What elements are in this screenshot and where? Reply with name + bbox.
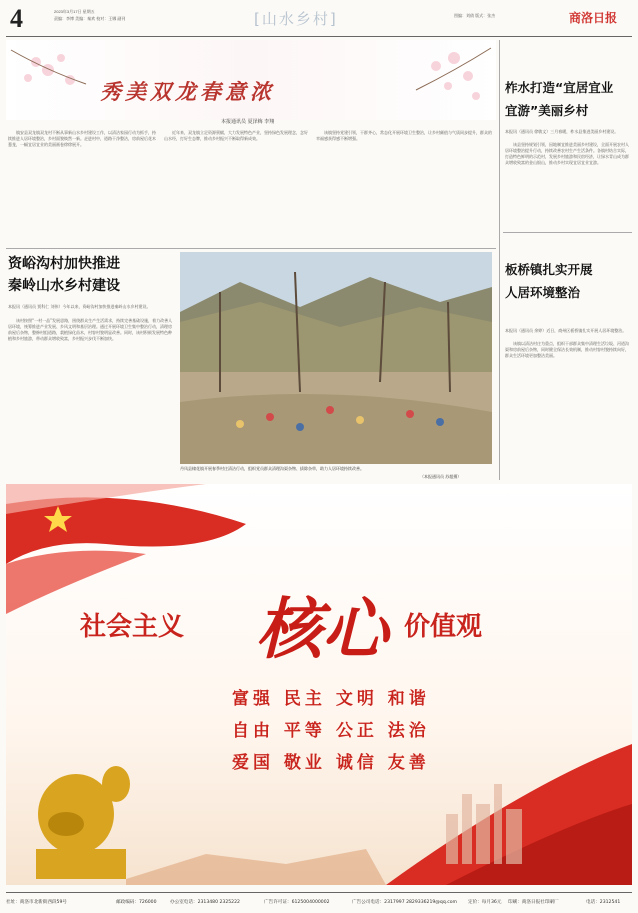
left-article-body: 该村按照“一村一品”发展思路，围绕群众生产生活需求，持续完善基础设施，着力改善人居环境，统筹推进产业发展、乡风文明和基层治理。通过开展环境卫生集中整治行动，清理房前屋后杂物，整修村组道路，栽植绿化苗木，村容村貌明显改善。同时，该村积极发展特色种植和乡村旅游，带动群众增收致富，乡村振兴步伐不断加快。: [8, 318, 173, 341]
value-word: 平等: [283, 721, 326, 741]
footer-ads-license: 广告许可证：6125004000002: [264, 900, 330, 905]
right-divider: [503, 232, 632, 233]
value-word: 敬业: [283, 753, 326, 773]
footer-phone: 电话：2312541: [586, 900, 621, 905]
right-article1-headline-1: 柞水打造“宜居宜业: [505, 80, 614, 95]
left-article-headline-1: 资峪沟村加快推进: [8, 256, 120, 272]
village-photo-scene: [180, 252, 492, 464]
value-word: 自由: [232, 721, 274, 741]
footer-postcode: 邮政编码：726000: [116, 900, 157, 905]
feature-banner: [6, 40, 496, 120]
right-article1-byline: 本报讯（通讯员 徐敏文）三月春暖，柞水县推进美丽乡村建设。: [505, 129, 619, 134]
value-word: 富强: [232, 689, 274, 709]
footer-address: 社址：商洛市北新街西段59号: [6, 900, 67, 905]
feature-column-3: 该镇坚持党建引领，干群齐心，常态化开展环境卫生整治，让乡村颜值与气质同步提升，群众的幸福感获得感不断增强。: [316, 130, 492, 141]
value-word: 和谐: [387, 689, 430, 709]
values-row-1: [232, 684, 430, 709]
value-word: 公正: [335, 721, 378, 741]
left-article-headline-2: 秦岭山水乡村建设: [8, 278, 120, 294]
photo-credit: （本报通讯员 苏超摄）: [420, 474, 462, 479]
right-article2-headline-2: 人居环境整治: [505, 285, 581, 300]
header-right-meta: 图编：刘倩 版式：张杰: [454, 13, 496, 18]
poster-title-left: 社会主义: [80, 612, 185, 642]
footer-rule: [6, 892, 632, 893]
right-column-divider: [499, 40, 500, 480]
footer-ads-phone: 广告公司电话：2317997 2829336219@qq.com: [352, 900, 457, 905]
footer-office: 办公室电话：2313480 2325222: [170, 900, 240, 905]
right-article1-body: 该县坚持规划引领，因地制宜推进美丽乡村建设，全面开展农村人居环境整治提升行动，持续改善农村生产生活条件。各镇村结合实际，打造特色鲜明的示范村，发展乡村旅游和民宿经济，让绿水青山成为群众增收致富的金山银山，推动乡村实现宜居宜业宜游。: [505, 142, 629, 165]
feature-byline: 本报通讯员 夏泽梅 李翔: [221, 119, 275, 125]
left-article-byline: 本报讯（通讯员 贾科仁 刘伟）今年以来，资峪沟村加快推进秦岭山水乡村建设。: [8, 304, 151, 309]
header-rule: [6, 36, 632, 37]
poster-title-right: 价值观: [404, 612, 483, 642]
footer-pricing: 定价：每月36元: [468, 900, 502, 905]
header-editor: 责编：李博 美编：秦欢 校对：王娜 副刊: [54, 16, 126, 21]
photo-caption: 丹凤县棣花镇开展春季村庄清洁行动，组织党员群众清理沟渠杂物、拔除杂草，助力人居环境持续改善。: [180, 466, 364, 471]
right-article2-byline: 本报讯（通讯员 余婷）近日，商州区板桥镇扎实开展人居环境整治。: [505, 328, 627, 333]
village-photo: [180, 252, 492, 464]
values-row-3: [232, 748, 430, 773]
right-article2-headline-1: 板桥镇扎实开展: [505, 262, 593, 277]
footer-printing: 印刷：商洛日报社印刷厂: [508, 900, 559, 905]
page-number: 4: [10, 4, 23, 33]
values-row-2: [232, 716, 430, 741]
core-values-poster: [6, 484, 632, 885]
value-word: 民主: [283, 689, 326, 709]
poster-title-center: 核心: [256, 591, 388, 668]
value-word: 爱国: [232, 753, 274, 773]
feature-column-1: 镇安县双龙镇双龙村不断从事新山水乡村建设工作，以清洁家园行动为抓手，持续推进人居环境整治，乡村面貌焕然一新。走进村中，道路干净整洁，房前屋后花木葱茏，一幅宜居宜业的美丽画卷徐徐展开。: [8, 130, 156, 147]
value-word: 文明: [335, 689, 378, 709]
feature-column-2: 近年来，双龙镇立足资源禀赋，大力发展特色产业，坚持绿色发展理念，念好山水经，打好生态牌，推动乡村振兴不断取得新成效。: [164, 130, 308, 141]
footer-bar: [6, 899, 632, 909]
value-word: 友善: [387, 753, 430, 773]
right-article2-body: 该镇以清洁村庄为重点，组织干部群众集中清理生活垃圾、河道沟渠和房前屋后杂物，同时健全保洁长效机制，推动村容村貌持续向好，群众生活环境更加整洁美丽。: [505, 341, 629, 358]
header-date: 2023年3月17日 星期五: [54, 9, 95, 14]
section-title: [山水乡村]: [254, 10, 338, 28]
value-word: 诚信: [335, 753, 378, 773]
right-article1-headline-2: 宜游”美丽乡村: [505, 103, 589, 118]
feature-divider: [6, 248, 496, 249]
value-word: 法治: [387, 721, 430, 741]
feature-title: 秀美双龙春意浓: [100, 79, 275, 104]
newspaper-logo: 商洛日报: [569, 11, 618, 25]
